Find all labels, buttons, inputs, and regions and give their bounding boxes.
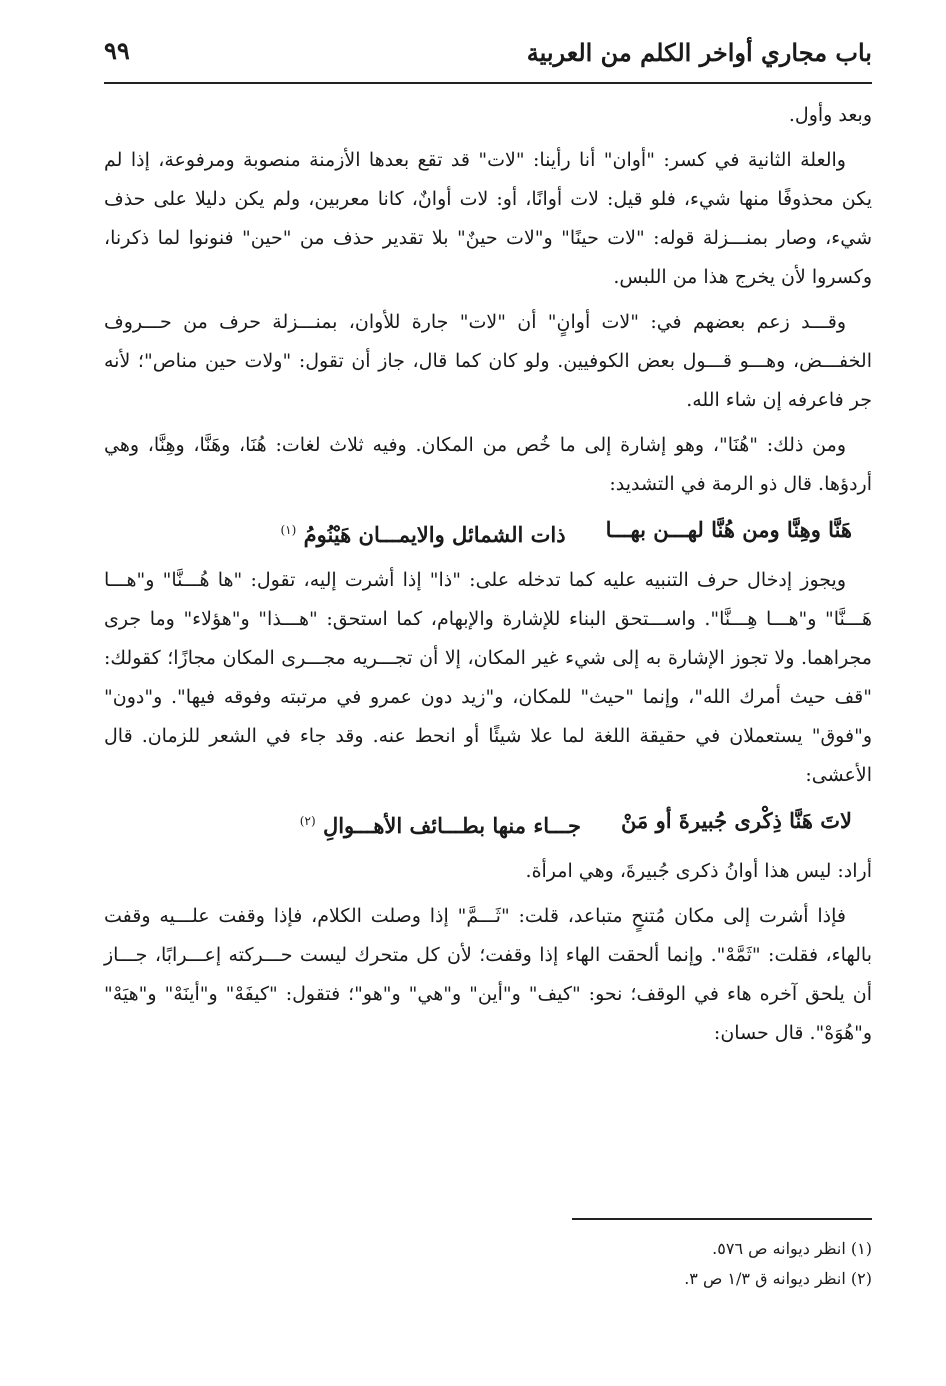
footnotes <box>352 1234 872 1294</box>
verse-text: جـــاء منها بطـــائف الأهـــوالِ <box>322 813 582 838</box>
poem-verse <box>104 510 872 555</box>
poem-verse <box>104 801 872 846</box>
paragraph: أراد: ليس هذا أوانُ ذكرى جُبيرةَ، وهي امرأة. <box>525 860 872 882</box>
paragraph: وقـــد زعم بعضهم في: "لات أوانٍ" أن "لات" جارة للأوان، بمنـــزلة حرف من حـــروف الخفـــض، وهـــو قـــول بعض الكوفيين. ولو كان كما قال، جاز أن تقول: "ولات حين مناص"؛ لأنه جر فاعرفه إن شاء الله. <box>104 311 872 411</box>
footnote-marker: (١) <box>280 523 297 537</box>
page-number: ٩٩ <box>104 36 130 65</box>
verse-second-hemistich <box>300 801 581 846</box>
verse-second-hemistich <box>280 510 565 555</box>
verse-first-hemistich: هَنَّا وهِنَّا ومن هُنَّا لهـــن بهـــا <box>605 517 852 542</box>
running-title: باب مجاري أواخر الكلم من العربية <box>526 38 872 67</box>
paragraph: ومن ذلك: "هُنَا"، وهو إشارة إلى ما خُص من المكان. وفيه ثلاث لغات: هُنَا، وهَنَّا، وهِنَّا، وهي أردؤها. قال ذو الرمة في التشديد: <box>104 434 872 495</box>
paragraph: فإذا أشرت إلى مكان مُتنحٍ متباعد، قلت: "ثَـــمَّ" إذا وصلت الكلام، فإذا وقفت علـــيه وقفت بالهاء، فقلت: "ثَمَّهْ". وإنما ألحقت الهاء إذا وقفت؛ لأن كل متحرك ليست حـــركته إعـــرابًا، جـــاز أن يلحق آخره هاء في الوقف؛ نحو: "كيف" و"أين" و"هي" و"هو"؛ فتقول: "كيفَهْ" و"أينَهْ" و"هيَهْ" و"هُوَهْ". قال حسان: <box>104 905 872 1044</box>
footnote-divider <box>572 1218 872 1220</box>
page-header <box>104 30 872 84</box>
verse-text: ذات الشمائل والايمـــان هَيْنُومُ <box>303 522 566 547</box>
paragraph: ويجوز إدخال حرف التنبيه عليه كما تدخله على: "ذا" إذا أشرت إليه، تقول: "ها هُـــنَّا" و"هـــا هَـــنَّا" و"هـــا هِـــنَّا". واســـتحق البناء للإشارة والإبهام، كما استحق: "هـــذا" و"هؤلاء" وما جرى مجراهما. ولا تجوز الإشارة به إلى شيء غير المكان، إلا أن تجـــريه مجـــرى المكان مجازًا؛ كقولك: "قف حيث أمرك الله"، وإنما "حيث" للمكان، و"زيد دون عمرو في مرتبته وفوقه فيها". و"دون" و"فوق" يستعملان في حقيقة اللغة لما علا شيئًا أو انحط عنه. وقد جاء في الشعر للزمان. قال الأعشى: <box>104 569 872 786</box>
paragraph: والعلة الثانية في كسر: "أوان" أنا رأينا: "لات" قد تقع بعدها الأزمنة منصوبة ومرفوعة، إذا لم يكن محذوفًا منها شيء، فلو قيل: لات أوانًا، أو: لات أوانٌ، كانا معربين، ولم يكن دليلا على حذف شيء، وصار بمنـــزلة قوله: "لات حينًا" و"لات حينٌ" بلا تقدير حذف من "حين" فنونوا لما ذكرنا، وكسروا لأن يخرج هذا من اللبس. <box>104 149 872 288</box>
footnote-marker: (٢) <box>299 814 316 828</box>
footnote: (١) انظر ديوانه ص ٥٧٦. <box>712 1239 872 1258</box>
header-divider <box>104 82 872 84</box>
paragraph: وبعد وأول. <box>788 104 872 126</box>
verse-first-hemistich: لاتَ هَنَّا ذِكْرى جُبيرةَ أو مَنْ <box>621 808 852 833</box>
main-text <box>104 96 872 1059</box>
footnote: (٢) انظر ديوانه ق ١/٣ ص ٣. <box>684 1269 872 1288</box>
